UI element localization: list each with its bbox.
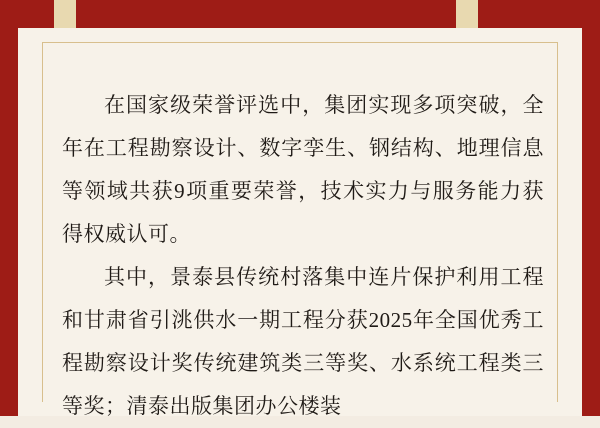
left-border-band — [0, 0, 18, 416]
content-card — [18, 28, 582, 416]
top-border-band — [0, 0, 600, 28]
right-border-band — [582, 0, 600, 416]
top-accent-block-left — [54, 0, 76, 28]
top-accent-block-right — [456, 0, 478, 28]
article-body — [62, 84, 544, 428]
paragraph-1: 在国家级荣誉评选中，集团实现多项突破，全年在工程勘察设计、数字孪生、钢结构、地理信息等领域共获9项重要荣誉，技术实力与服务能力获得权威认可。 — [62, 93, 544, 246]
paragraph-2: 其中，景泰县传统村落集中连片保护利用工程和甘肃省引洮供水一期工程分获2025年全国优秀工程勘察设计奖传统建筑类三等奖、水系统工程类三等奖；清泰出版集团办公楼装 — [62, 265, 544, 418]
